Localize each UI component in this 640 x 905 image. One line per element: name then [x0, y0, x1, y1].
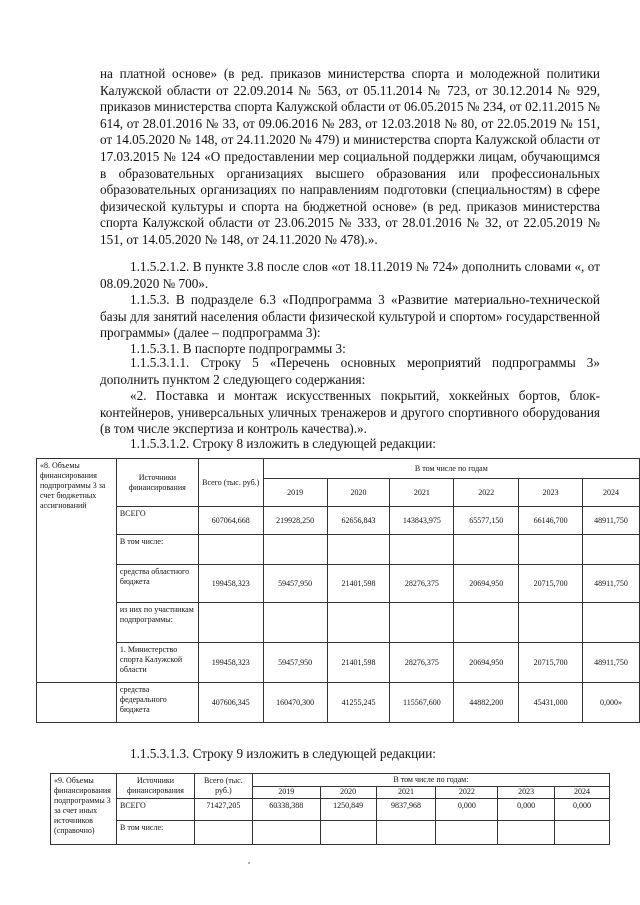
table8-cell: 65577,150	[454, 507, 519, 535]
table9-col-source: Источники финансирования	[116, 774, 194, 799]
table9-year: 2021	[376, 786, 436, 799]
paragraph-item-1-1-5-3: 1.1.5.3. В подразделе 6.3 «Подпрограмма 3 «Развитие материально-технической базы для занятий населения области физической культурой и спортом» государственной программы» (далее – подпрограмма 3):	[100, 292, 600, 341]
table9-col-total: Всего (тыс. руб.)	[194, 774, 252, 799]
table8-cell: 45431,000	[519, 683, 583, 723]
table-row-8	[36, 458, 640, 723]
table8-row-label-cell: ВСЕГО	[116, 507, 198, 535]
table8-cell: 607064,668	[198, 507, 263, 535]
table9-cell: 0,000	[555, 799, 610, 821]
scan-speck	[248, 862, 250, 864]
table8-cell: 143843,975	[390, 507, 454, 535]
table8-year: 2020	[327, 479, 390, 507]
table-row	[37, 565, 640, 603]
table9-cell: 71427,205	[194, 799, 252, 821]
table8-cell: 44882,200	[454, 683, 519, 723]
table8-cell: 20715,700	[519, 565, 583, 603]
table9-cell: 60338,388	[252, 799, 320, 821]
table-row	[37, 603, 640, 643]
table8-cell: 48911,750	[583, 507, 640, 535]
table9-row-label-cell: В том числе:	[116, 821, 194, 845]
table8-cell: 0,000»	[583, 683, 640, 723]
table8-cell: 199458,323	[198, 565, 263, 603]
table8-year: 2019	[263, 479, 327, 507]
table8-col-total: Всего (тыс. руб.)	[198, 459, 263, 507]
table9-row-label-cell: ВСЕГО	[116, 799, 194, 821]
table9-row-label: «9. Объемы финансирования подпрограммы 3 за счет иных источников (справочно)	[51, 774, 117, 845]
table8-cell: 21401,598	[327, 565, 390, 603]
table9-year: 2024	[555, 786, 610, 799]
table-row	[51, 799, 610, 821]
table8-cell: 66146,700	[519, 507, 583, 535]
paragraph-item-1-1-5-3-1-3: 1.1.5.3.1.3. Строку 9 изложить в следующей редакции:	[130, 746, 436, 761]
paragraph-item-1-1-5-3-1-2: 1.1.5.3.1.2. Строку 8 изложить в следующей редакции:	[130, 436, 436, 451]
table8-col-source: Источники финансирования	[116, 459, 198, 507]
table8-cell: 199458,323	[198, 643, 263, 683]
table8-cell: 28276,375	[390, 643, 454, 683]
table8-year: 2022	[454, 479, 519, 507]
table8-cell: 62656,843	[327, 507, 390, 535]
table8-year: 2024	[583, 479, 640, 507]
table-row	[37, 507, 640, 535]
table9-year: 2020	[320, 786, 376, 799]
table-row-9	[50, 773, 610, 845]
table8-cell: 20694,950	[454, 565, 519, 603]
table-row	[51, 821, 610, 845]
table8-year: 2023	[519, 479, 583, 507]
table8-cell: 48911,750	[583, 643, 640, 683]
table8-years-header: В том числе по годам	[263, 459, 639, 479]
paragraph-intro: на платной основе» (в ред. приказов министерства спорта и молодежной политики Калужской области от 22.09.2014 № 563, от 05.11.2014 № 723, от 30.12.2014 № 929, приказов министерства спорта Калужской области от 06.05.2015 № 234, от 02.11.2015 № 614, от 28.01.2016 № 33, от 09.06.2016 № 283, от 12.03.2018 № 80, от 22.05.2019 № 151, от 14.05.2020 № 148, от 24.11.2020 № 479) и министерства спорта Калужской области от 17.03.2015 № 124 «О предоставлении мер социальной поддержки лицам, обучающимся в образовательных организациях высшего образования или профессиональных образовательных организациях по направлениям подготовки (специальностям) в сфере физической культуры и спорта на бюджетной основе» (в ред. приказов министерства спорта Калужской области от 23.06.2015 № 333, от 28.01.2016 № 32, от 22.05.2019 № 151, от 14.05.2020 № 148, от 24.11.2020 № 478).».	[100, 66, 600, 247]
table8-row-label-cell: 1. Министерство спорта Калужской области	[116, 643, 198, 683]
table-row	[37, 643, 640, 683]
paragraph-item-1-1-5-3-1: 1.1.5.3.1. В паспорте подпрограммы 3:	[130, 341, 346, 356]
table8-cell: 59457,950	[263, 565, 327, 603]
table8-cell: 407606,345	[198, 683, 263, 723]
table9-cell: 0,000	[436, 799, 498, 821]
table8-row-label-cell: средства федерального бюджета	[116, 683, 198, 723]
table8-row-label: «8. Объемы финансирования подпрограммы 3 за счет бюджетных ассигнований	[37, 459, 117, 683]
table8-row-label-cell: средства областного бюджета	[116, 565, 198, 603]
table8-cell: 48911,750	[583, 565, 640, 603]
table8-row-label-cell: из них по участникам подпрограммы:	[116, 603, 198, 643]
table8-year: 2021	[390, 479, 454, 507]
table-row	[37, 535, 640, 565]
table8-row-label-cell: В том числе:	[116, 535, 198, 565]
table8-cell: 21401,598	[327, 643, 390, 683]
table8-cell: 219928,250	[263, 507, 327, 535]
paragraph-item-1-1-5-2-1-2: 1.1.5.2.1.2. В пункте 3.8 после слов «от 18.11.2019 № 724» дополнить словами «, от 08.09.2020 № 700».	[100, 259, 600, 291]
table8-cell: 20694,950	[454, 643, 519, 683]
table9-cell: 0,000	[498, 799, 555, 821]
table9-cell: 9837,968	[376, 799, 436, 821]
table9-year: 2022	[436, 786, 498, 799]
table9-year: 2023	[498, 786, 555, 799]
table-row	[37, 683, 640, 723]
table8-cell: 41255,245	[327, 683, 390, 723]
table9-cell: 1250,849	[320, 799, 376, 821]
table8-cell: 20715,700	[519, 643, 583, 683]
paragraph-item-1-1-5-3-1-1: 1.1.5.3.1.1. Строку 5 «Перечень основных мероприятий подпрограммы 3» дополнить пунктом 2 следующего содержания:	[100, 355, 600, 387]
table9-years-header: В том числе по годам:	[252, 774, 609, 787]
table8-cell: 28276,375	[390, 565, 454, 603]
table8-cell: 115567,600	[390, 683, 454, 723]
table9-year: 2019	[252, 786, 320, 799]
table8-cell: 160470,300	[263, 683, 327, 723]
table8-cell: 59457,950	[263, 643, 327, 683]
paragraph-new-point-2: «2. Поставка и монтаж искусственных покрытий, хоккейных бортов, блок-контейнеров, универсальных уличных тренажеров и другого спортивного оборудования (в том числе экспертиза и контроль качества).».	[100, 388, 600, 437]
